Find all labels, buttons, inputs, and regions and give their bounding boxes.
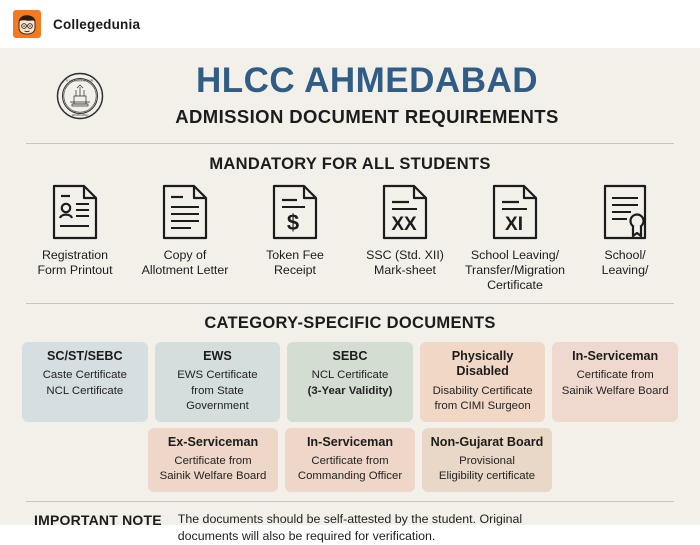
card-body: Certificate from Sainik Welfare Board bbox=[561, 369, 669, 397]
card-body: NCL Certificate (3-Year Validity) bbox=[307, 369, 393, 397]
card-title: Physically Disabled bbox=[451, 349, 514, 379]
page-subtitle: ADMISSION DOCUMENT REQUIREMENTS bbox=[175, 105, 559, 127]
category-section bbox=[0, 304, 700, 492]
svg-text:$: $ bbox=[286, 210, 300, 235]
category-card-in-serviceman-commanding bbox=[285, 428, 415, 492]
category-card-sebc bbox=[287, 342, 413, 421]
category-card-ex-serviceman bbox=[148, 428, 278, 492]
marksheet-xx-icon bbox=[381, 183, 429, 241]
svg-text:XI: XI bbox=[505, 214, 523, 235]
svg-text:XX: XX bbox=[391, 214, 417, 235]
brand-name: Collegedunia bbox=[53, 16, 141, 32]
mandatory-item-label: School/ Leaving/ bbox=[601, 248, 649, 278]
svg-text:AHMEDABAD: AHMEDABAD bbox=[71, 113, 89, 117]
mandatory-heading: MANDATORY FOR ALL STUDENTS bbox=[209, 155, 491, 173]
category-card-in-serviceman bbox=[552, 342, 678, 421]
mandatory-item-school-leaving-certificate bbox=[460, 183, 570, 293]
fee-receipt-icon bbox=[271, 183, 319, 241]
important-note bbox=[0, 502, 700, 545]
card-title: In-Serviceman bbox=[306, 434, 394, 449]
college-seal-icon bbox=[56, 72, 104, 120]
card-body: EWS Certificate from State Government bbox=[177, 369, 258, 412]
category-card-non-gujarat-board bbox=[422, 428, 552, 492]
card-title: In-Serviceman bbox=[572, 349, 659, 364]
card-body: Disability Certificate from CIMI Surgeon bbox=[432, 384, 533, 412]
card-title: SC/ST/SEBC bbox=[47, 349, 123, 364]
mandatory-item-label: Token Fee Receipt bbox=[266, 248, 324, 278]
card-body: Certificate from Sainik Welfare Board bbox=[159, 454, 267, 482]
category-card-row-1 bbox=[0, 342, 700, 421]
mandatory-item-label: Copy of Allotment Letter bbox=[141, 248, 229, 278]
poster-header bbox=[0, 48, 700, 143]
mandatory-item-allotment-letter bbox=[130, 183, 240, 278]
poster-body bbox=[0, 48, 700, 543]
graduate-face-icon bbox=[13, 10, 41, 38]
note-label: IMPORTANT NOTE bbox=[34, 511, 162, 528]
card-body: Caste Certificate NCL Certificate bbox=[42, 369, 127, 397]
page-title: HLCC AHMEDABAD bbox=[195, 61, 539, 101]
note-text: The documents should be self-attested by the student. Original documents will also be required for verification. bbox=[177, 511, 523, 543]
mandatory-item-label: SSC (Std. XII) Mark-sheet bbox=[366, 248, 444, 278]
card-title: SEBC bbox=[332, 349, 368, 364]
card-title: EWS bbox=[203, 349, 232, 364]
mandatory-icon-row bbox=[0, 174, 700, 293]
mandatory-section bbox=[0, 144, 700, 293]
card-body: Provisional Eligibility certificate bbox=[438, 454, 536, 482]
mandatory-item-label: School Leaving/ Transfer/Migration Certificate bbox=[464, 248, 566, 293]
card-body: Certificate from Commanding Officer bbox=[297, 454, 403, 482]
brand-bar bbox=[0, 0, 700, 48]
category-card-physically-disabled bbox=[420, 342, 546, 421]
category-card-row-2 bbox=[0, 428, 700, 492]
category-card-sc-st-sebc bbox=[22, 342, 148, 421]
mandatory-item-ssc-marksheet bbox=[350, 183, 460, 278]
category-heading: CATEGORY-SPECIFIC DOCUMENTS bbox=[204, 314, 496, 333]
card-title: Ex-Serviceman bbox=[167, 434, 259, 449]
mandatory-item-registration-form bbox=[20, 183, 130, 278]
card-title: Non-Gujarat Board bbox=[430, 434, 544, 449]
svg-text:H L COLLEGE OF COM.: H L COLLEGE OF COM. bbox=[66, 79, 94, 82]
certificate-seal-icon bbox=[601, 183, 649, 241]
id-document-icon bbox=[51, 183, 99, 241]
lined-document-icon bbox=[161, 183, 209, 241]
mandatory-item-label: Registration Form Printout bbox=[37, 248, 113, 278]
mandatory-item-school-leaving bbox=[570, 183, 680, 278]
category-card-ews bbox=[155, 342, 281, 421]
mandatory-item-token-fee-receipt bbox=[240, 183, 350, 278]
marksheet-xi-icon bbox=[491, 183, 539, 241]
